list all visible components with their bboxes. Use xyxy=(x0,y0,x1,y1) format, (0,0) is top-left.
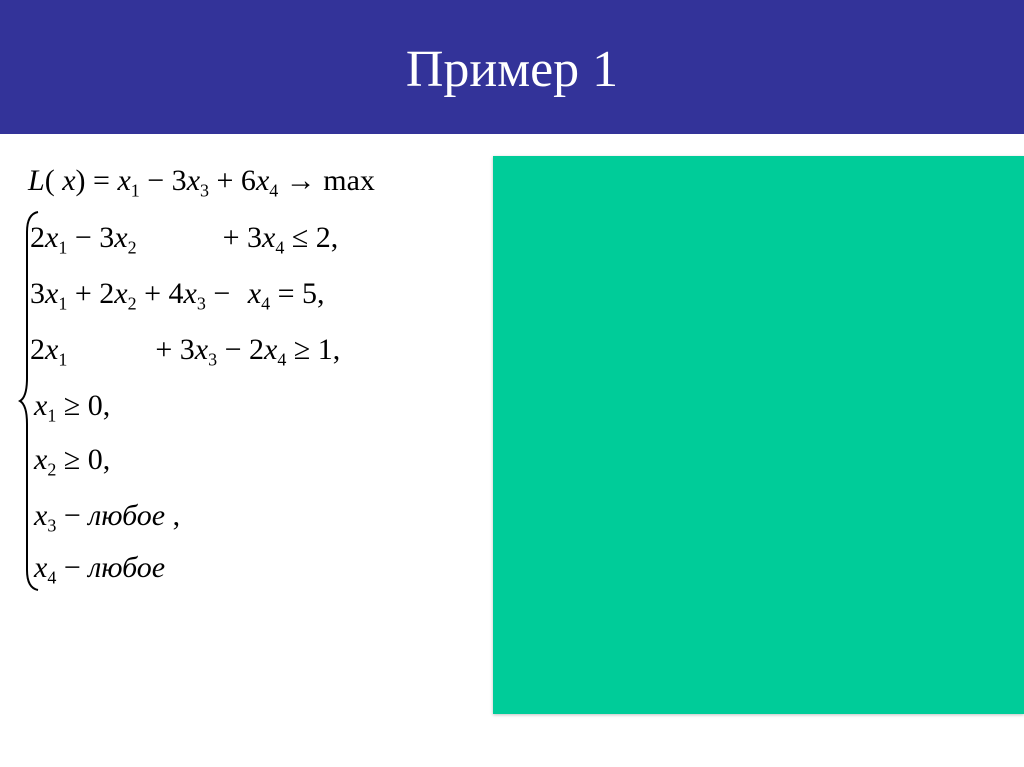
constraint-1: $2x_1 - 3x_2 + 3x_4 \le 2$, xyxy=(30,221,339,258)
constraint-6: $x_3$ − любое , xyxy=(34,499,181,536)
constraint-3: $2x_1 + 3x_3 - 2x_4 \ge 1$, xyxy=(30,333,341,370)
slide-title: Пример 1 xyxy=(405,41,619,98)
constraint-4: $x_1 \ge 0$, xyxy=(34,389,111,426)
green-panel xyxy=(493,156,1024,714)
constraint-7: $x_4$ − любое xyxy=(34,551,166,588)
constraint-5: $x_2 \ge 0$, xyxy=(34,443,111,480)
constraint-2: $3x_1 + 2x_2 + 4x_3 - x_4 = 5$, xyxy=(30,277,325,314)
objective-function: L( $x) = x_1 - 3x_3 + 6x_4 \to \max$ xyxy=(28,164,375,201)
